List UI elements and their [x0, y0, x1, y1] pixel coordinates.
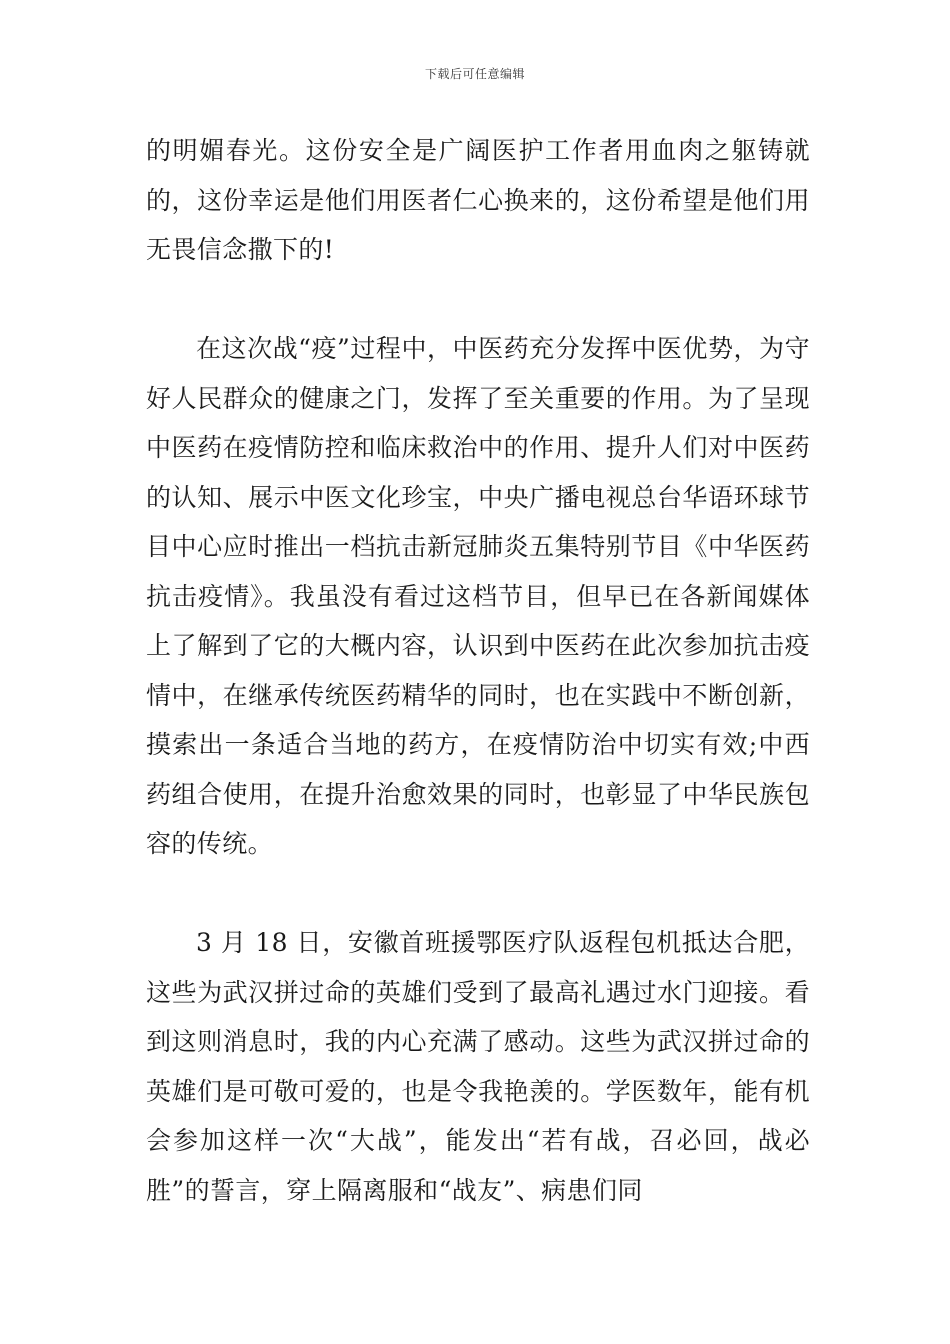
page-header: 下载后可任意编辑 — [424, 67, 525, 81]
paragraph-1: 的明媚春光。这份安全是广阔医护工作者用血肉之躯铸就的，这份幸运是他们用医者仁心换来的，这份希望是他们用无畏信念撒下的! — [146, 136, 810, 264]
paragraph-2: 在这次战“疫”过程中，中医药充分发挥中医优势，为守好人民群众的健康之门，发挥了至关重要的作用。为了呈现中医药在疫情防控和临床救治中的作用、提升人们对中医药的认知、展示中医文化珍宝，中央广播电视总台华语环球节目中心应时推出一档抗击新冠肺炎五集特别节目《中华医药 抗击疫情》。我虽没有看过这档节目，但早已在各新闻媒体上了解到了它的大概内容，认识到中医药在此次参加抗击疫情中，在继承传统医药精华的同时，也在实践中不断创新，摸索出一条适合当地的药方，在疫情防治中切实有效;中西药组合使用，在提升治愈效果的同时，也彰显了中华民族包容的传统。 — [146, 334, 810, 858]
paragraph-spacer — [146, 275, 810, 325]
body-text — [146, 126, 810, 1215]
paragraph-3: 3 月 18 日，安徽首班援鄂医疗队返程包机抵达合肥，这些为武汉拼过命的英雄们受到了最高礼遇过水门迎接。看到这则消息时，我的内心充满了感动。这些为武汉拼过命的英雄们是可敬可爱的，也是令我艳羡的。学医数年，能有机会参加这样一次“大战”，能发出“若有战，召必回，战必胜”的誓言，穿上隔离服和“战友”、病患们同 — [146, 928, 810, 1205]
paragraph-spacer — [146, 869, 810, 919]
